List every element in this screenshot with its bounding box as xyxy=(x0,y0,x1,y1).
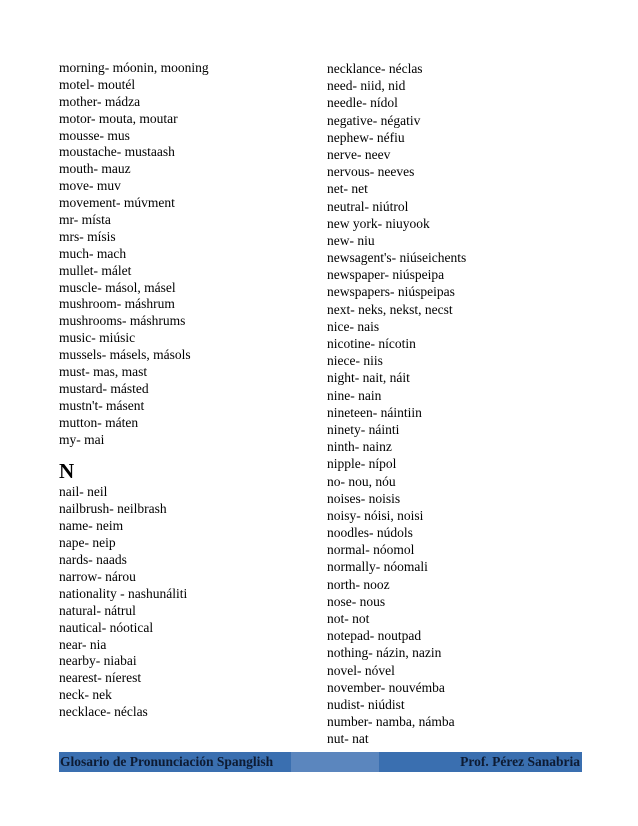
glossary-entry: nephew- néfiu xyxy=(327,129,405,145)
glossary-entry: mother- mádza xyxy=(59,93,141,109)
footer-title: Glosario de Pronunciación Spanglish xyxy=(60,754,274,769)
glossary-entry: ninth- nainz xyxy=(327,439,392,455)
glossary-entry: nervous- neeves xyxy=(327,164,415,180)
glossary-entry: niece- niis xyxy=(327,353,383,369)
glossary-entry: nineteen- náintiin xyxy=(327,404,422,420)
glossary-entry: negative- négativ xyxy=(327,112,421,128)
glossary-entry: nose- nous xyxy=(327,593,386,609)
glossary-entry: noisy- nóisi, noisi xyxy=(327,507,424,523)
footer-bar xyxy=(59,752,582,772)
glossary-entry: move- muv xyxy=(59,178,121,194)
glossary-entry: november- nouvémba xyxy=(327,679,445,695)
glossary-entry: morning- móonin, mooning xyxy=(59,60,209,75)
glossary-entry: noodles- núdols xyxy=(327,525,413,541)
glossary-entry: mustard- másted xyxy=(59,380,149,396)
glossary-entry: music- miúsic xyxy=(59,330,136,346)
glossary-entry: mussels- másels, másols xyxy=(59,347,191,363)
glossary-entry: mr- místa xyxy=(59,212,111,228)
section-letter-heading: N xyxy=(59,459,75,484)
glossary-entry: noises- noisis xyxy=(327,490,401,506)
glossary-entry: much- mach xyxy=(59,245,127,261)
glossary-entry: normally- nóomali xyxy=(327,559,428,575)
glossary-entry: nationality - nashunáliti xyxy=(59,585,188,601)
glossary-entry: novel- nóvel xyxy=(327,662,395,678)
glossary-entry: number- namba, námba xyxy=(327,714,455,730)
glossary-entry: nerve- neev xyxy=(327,146,391,162)
glossary-entry: motel- moutél xyxy=(59,76,136,92)
glossary-entry: no- nou, nóu xyxy=(327,473,396,489)
glossary-entry: nautical- nóotical xyxy=(59,619,154,635)
glossary-entry: mouth- mauz xyxy=(59,161,131,177)
glossary-entry: north- nooz xyxy=(327,576,390,592)
glossary-entry: mousse- mus xyxy=(59,127,130,143)
left-column xyxy=(59,60,299,721)
glossary-entry: necklace- néclas xyxy=(59,704,148,720)
glossary-entry: muscle- másol, másel xyxy=(59,279,176,295)
glossary-entry: neutral- niútrol xyxy=(327,198,409,214)
glossary-entry: needle- nídol xyxy=(327,95,398,111)
glossary-entry: normal- nóomol xyxy=(327,542,415,558)
glossary-entry: movement- múvment xyxy=(59,195,175,211)
glossary-entry: must- mas, mast xyxy=(59,364,148,380)
glossary-entry: newspapers- niúspeipas xyxy=(327,284,455,300)
glossary-entry: nail- neil xyxy=(59,484,108,500)
glossary-entry: new york- niuyook xyxy=(327,215,430,231)
glossary-entry: next- neks, nekst, necst xyxy=(327,301,453,317)
glossary-entry: nicotine- nícotin xyxy=(327,336,416,351)
glossary-entry: mushrooms- máshrums xyxy=(59,313,186,329)
glossary-entry: nut- nat xyxy=(327,731,369,747)
glossary-entry: near- nia xyxy=(59,636,107,652)
glossary-entry: mutton- máten xyxy=(59,414,139,430)
entries-n-list xyxy=(59,484,299,720)
glossary-entry: nearby- niabai xyxy=(59,653,137,669)
glossary-entry: nice- nais xyxy=(327,318,380,334)
glossary-entry: night- nait, náit xyxy=(327,370,410,386)
glossary-entry: name- neim xyxy=(59,518,124,534)
right-column xyxy=(327,60,587,748)
glossary-entry: net- net xyxy=(327,181,368,197)
glossary-entry: ninety- náinti xyxy=(327,421,400,437)
glossary-entry: newspaper- niúspeipa xyxy=(327,267,445,283)
glossary-entry: mrs- mísis xyxy=(59,228,116,244)
glossary-entry: natural- nátrul xyxy=(59,602,136,618)
glossary-entry: nearest- níerest xyxy=(59,670,142,686)
glossary-entry: nothing- názin, nazin xyxy=(327,645,442,661)
glossary-entry: notepad- noutpad xyxy=(327,628,422,644)
footer-author: Prof. Pérez Sanabria xyxy=(460,754,580,769)
glossary-entry: need- niid, nid xyxy=(327,78,406,94)
glossary-entry: new- niu xyxy=(327,232,375,248)
entries-n-continued-list xyxy=(327,60,587,748)
glossary-entry: narrow- nárou xyxy=(59,568,136,584)
glossary-entry: nailbrush- neilbrash xyxy=(59,501,167,517)
footer-divider xyxy=(291,752,379,772)
glossary-entry: motor- mouta, moutar xyxy=(59,110,178,126)
glossary-entry: mustn't- másent xyxy=(59,397,145,413)
glossary-entry: nape- neip xyxy=(59,535,116,551)
glossary-entry: necklance- néclas xyxy=(327,61,423,76)
glossary-entry: mushroom- máshrum xyxy=(59,296,175,312)
glossary-entry: not- not xyxy=(327,611,370,626)
glossary-entry: nipple- nípol xyxy=(327,456,397,472)
glossary-entry: neck- nek xyxy=(59,687,112,703)
glossary-entry: nards- naads xyxy=(59,552,127,568)
glossary-entry: my- mai xyxy=(59,431,105,447)
glossary-entry: moustache- mustaash xyxy=(59,144,175,160)
entries-m-list xyxy=(59,60,299,448)
glossary-entry: nine- nain xyxy=(327,387,382,403)
glossary-entry: mullet- málet xyxy=(59,262,132,278)
glossary-entry: newsagent's- niúseichents xyxy=(327,250,467,266)
glossary-entry: nudist- niúdist xyxy=(327,696,405,712)
